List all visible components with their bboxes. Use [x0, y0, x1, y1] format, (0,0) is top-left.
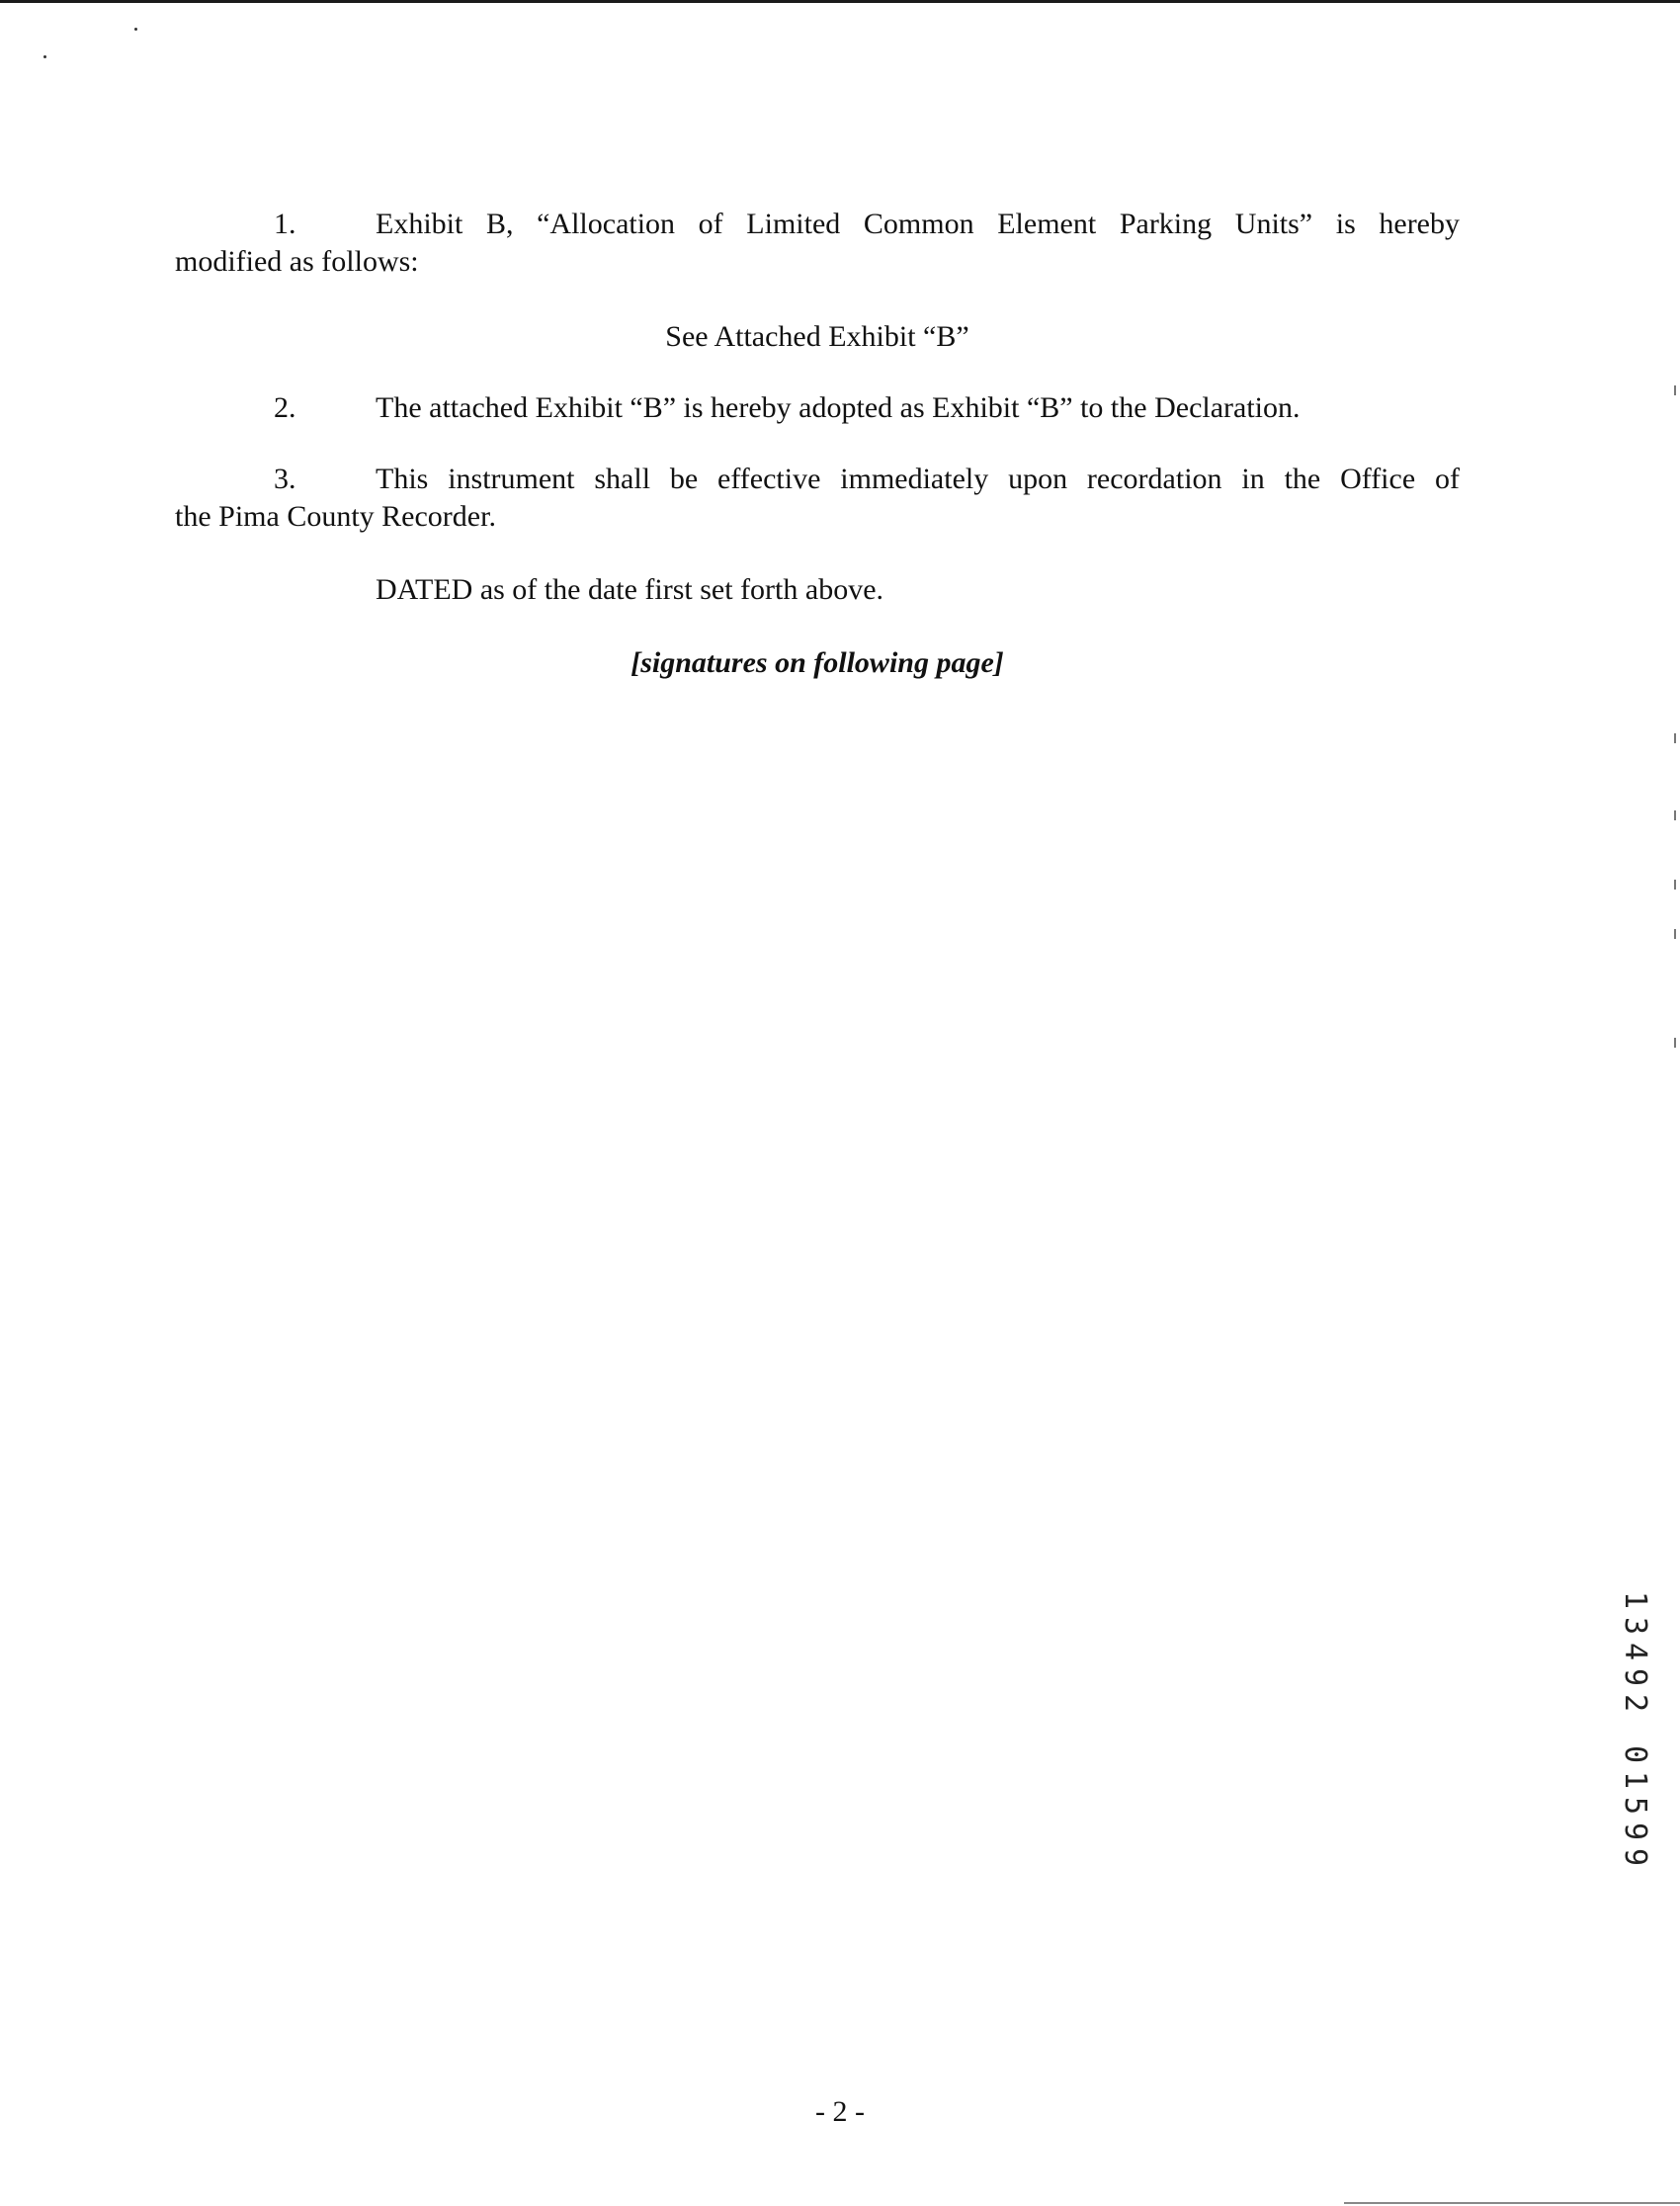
recording-stamp-digit: 2 — [1618, 1693, 1652, 1713]
recording-stamp-digit: 9 — [1618, 1667, 1652, 1687]
recording-stamp-digit: 1 — [1618, 1590, 1652, 1610]
bottom-edge-line — [1344, 2202, 1680, 2204]
recording-stamp-digit: 5 — [1618, 1796, 1652, 1816]
signatures-note: [signatures on following page] — [630, 646, 1004, 679]
paragraph-1-first-line — [175, 206, 1460, 243]
scan-edge-mark — [1674, 733, 1676, 743]
recording-stamp — [1617, 1587, 1652, 1870]
paragraph-1 — [175, 206, 1460, 281]
paragraph-3-number: 3. — [274, 463, 296, 495]
top-border-line — [0, 0, 1680, 3]
paragraph-2-text: The attached Exhibit “B” is hereby adopted as Exhibit “B” to the Declaration. — [376, 391, 1301, 424]
paragraph-1-text: Exhibit B, “Allocation of Limited Common Element Parking Units” is hereby — [376, 208, 1460, 240]
recording-stamp-digit: 9 — [1618, 1847, 1652, 1867]
paragraph-3-continuation: the Pima County Recorder. — [175, 500, 496, 533]
scan-edge-mark — [1674, 880, 1676, 890]
scan-edge-mark — [1674, 929, 1676, 939]
scan-edge-mark — [1674, 385, 1676, 395]
paragraph-3-text: This instrument shall be effective immediately upon recordation in the Office of — [376, 463, 1460, 495]
scan-edge-mark — [1674, 810, 1676, 820]
scan-edge-mark — [1674, 1038, 1676, 1048]
paragraph-3-first-line — [175, 461, 1460, 498]
scan-speck — [134, 28, 137, 31]
recording-stamp-digit: 9 — [1618, 1822, 1652, 1841]
recording-stamp-digit: 4 — [1618, 1642, 1652, 1661]
paragraph-2-number: 2. — [274, 391, 296, 424]
see-attached-line: See Attached Exhibit “B” — [665, 320, 969, 353]
paragraph-3 — [175, 461, 1460, 536]
page-number: - 2 - — [815, 2095, 865, 2128]
recording-stamp-digit: 1 — [1618, 1770, 1652, 1790]
paragraph-2 — [175, 389, 1460, 427]
dated-line: DATED as of the date first set forth above. — [376, 573, 884, 606]
recording-stamp-digit: 3 — [1618, 1616, 1652, 1636]
recording-stamp-digit: 0 — [1618, 1744, 1652, 1764]
paragraph-1-continuation: modified as follows: — [175, 245, 419, 278]
paragraph-1-number: 1. — [274, 208, 296, 240]
scan-speck — [43, 55, 46, 58]
